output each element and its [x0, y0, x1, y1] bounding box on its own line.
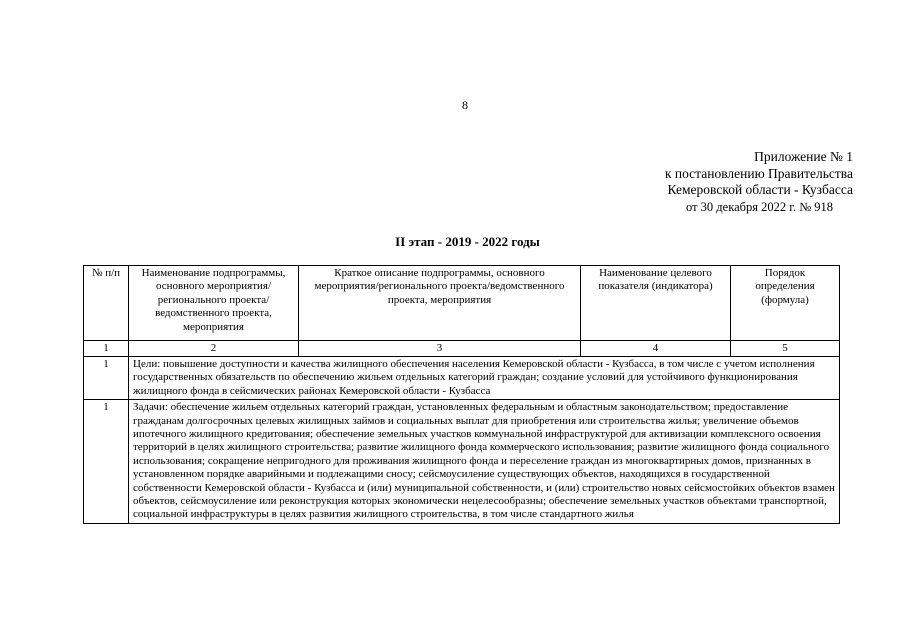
- page-number: 8: [462, 98, 468, 112]
- header-description: Краткое описание подпрограммы, основного мероприятия/регионального проекта/ведомственного проекта, мероприятия: [299, 266, 581, 341]
- appendix-region: Кемеровской области - Кузбасса: [667, 182, 853, 197]
- column-number-row: [84, 341, 840, 357]
- column-number: 3: [299, 341, 581, 357]
- table-row-goals: [84, 357, 840, 400]
- appendix-date: от 30 декабря 2022 г. № 918: [685, 199, 833, 214]
- appendix-block: [553, 149, 853, 215]
- stage-title: II этап - 2019 - 2022 годы: [395, 234, 540, 249]
- header-subprogram-name: Наименование подпрограммы, основного мероприятия/регионального проекта/ведомственного проекта, мероприятия: [129, 266, 299, 341]
- tasks-text: Задачи: обеспечение жильем отдельных категорий граждан, установленных федеральным и областным законодательством; предоставление гражданам долгосрочных целевых жилищных займов и социальных выплат для приобретения или строительства жилья; увеличение объемов ипотечного жилищного кредитования; обеспечение земельных участков коммунальной инфраструктурой для активизации комплексного освоения территорий в целях жилищного строительства; развитие жилищного фонда коммерческого использования; развитие жилищного фонда социального использования; сокращение непригодного для проживания жилищного фонда и переселение граждан из многоквартирных домов, признанных в установленном порядке аварийными и подлежащими сносу; сейсмоусиление существующих объектов, находящихся в государственной собственности Кемеровской области - Кузбасса и (или) муниципальной собственности, и (или) строительство новых сейсмостойких объектов взамен объектов, сейсмоусиление или реконструкция которых экономически нецелесообразны; обеспечение земельных участков объектами транспортной, социальной инфраструктуры в целях развития жилищного строительства, в том числе стандартного жилья: [129, 400, 840, 524]
- table-header-row: [84, 266, 840, 341]
- column-number: 2: [129, 341, 299, 357]
- header-indicator: Наименование целевого показателя (индикатора): [581, 266, 731, 341]
- appendix-title: Приложение № 1: [754, 149, 853, 164]
- column-number: 4: [581, 341, 731, 357]
- row-number: 1: [84, 400, 129, 524]
- goals-text: Цели: повышение доступности и качества жилищного обеспечения населения Кемеровской области - Кузбасса, в том числе с учетом исполнения государственных обязательств по обеспечению жильем отдельных категорий граждан; создание условий для устойчивого функционирования жилищного фонда в сейсмических районах Кемеровской области - Кузбасса: [129, 357, 840, 400]
- column-number: 5: [731, 341, 840, 357]
- row-number: 1: [84, 357, 129, 400]
- appendix-resolution-ref: к постановлению Правительства: [664, 165, 853, 181]
- column-number: 1: [84, 341, 129, 357]
- programme-table: [83, 265, 840, 524]
- table-row-tasks: [84, 400, 840, 524]
- header-formula: Порядок определения (формула): [731, 266, 840, 341]
- header-number: № п/п: [84, 266, 129, 341]
